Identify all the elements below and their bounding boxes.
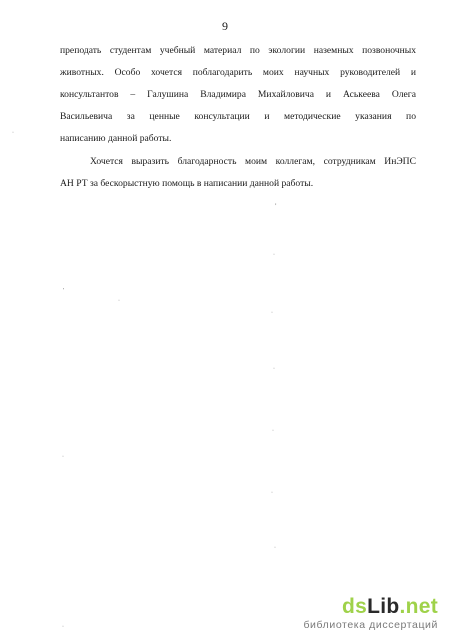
scan-speck: · bbox=[273, 252, 275, 258]
dslib-tagline: библиотека диссертаций bbox=[303, 619, 438, 631]
scan-speck: · bbox=[272, 428, 274, 434]
scan-speck: · bbox=[274, 545, 276, 551]
text-line: написанию данной работы. bbox=[60, 133, 172, 144]
scan-speck: ' bbox=[63, 288, 65, 294]
text-line: Васильевича за ценные консультации и методические указания по bbox=[60, 111, 416, 122]
scan-speck: · bbox=[62, 624, 64, 630]
scan-speck: · bbox=[12, 130, 14, 136]
text-line: консультантов – Галушина Владимира Михайловича и Аськеева Олега bbox=[60, 89, 416, 100]
scan-speck: · bbox=[273, 366, 275, 372]
page-number: 9 bbox=[222, 19, 228, 33]
text-line: животных. Особо хочется поблагодарить моих научных руководителей и bbox=[60, 67, 416, 78]
text-line: АН РТ за бескорыстную помощь в написании данной работы. bbox=[60, 178, 314, 189]
scan-speck: · bbox=[62, 454, 64, 460]
dslib-logo: dsLib.net bbox=[341, 595, 438, 618]
scan-speck: · bbox=[118, 298, 120, 304]
text-line: Хочется выразить благодарность моим коллегам, сотрудникам ИнЭПС bbox=[90, 156, 416, 167]
scan-speck: · bbox=[271, 310, 273, 316]
text-line: преподать студентам учебный материал по экологии наземных позвоночных bbox=[60, 45, 416, 56]
scan-speck: , bbox=[275, 200, 277, 206]
scan-speck: · bbox=[271, 490, 273, 496]
dslib-watermark bbox=[303, 596, 438, 631]
